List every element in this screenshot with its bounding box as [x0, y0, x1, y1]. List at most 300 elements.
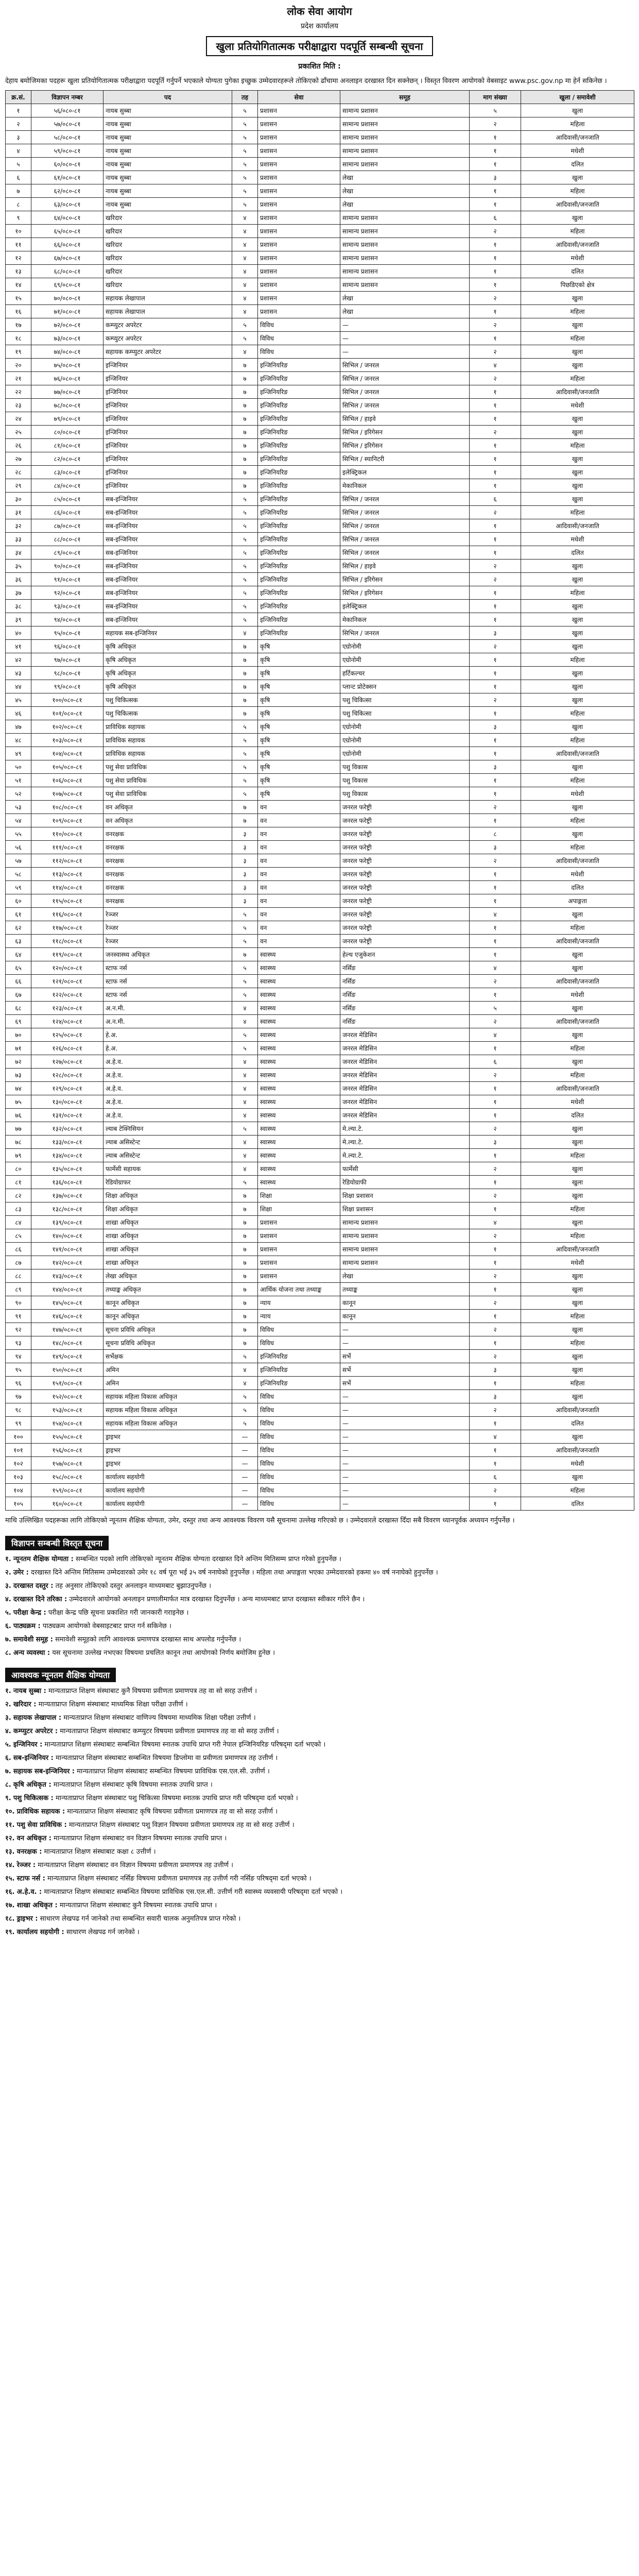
- table-header-cell: विज्ञापन नम्बर: [31, 91, 103, 104]
- table-row: [6, 1256, 634, 1269]
- table-cell: आदिवासी/जनजाति: [521, 1444, 634, 1457]
- table-cell: आदिवासी/जनजाति: [521, 519, 634, 533]
- table-row: [6, 1283, 634, 1296]
- table-cell: खुला: [521, 1350, 634, 1363]
- table-cell: जनरल मेडिसिन: [340, 1055, 470, 1069]
- table-cell: कृषि अधिकृत: [103, 653, 232, 667]
- section-item: [5, 1847, 634, 1857]
- table-cell: १: [470, 1243, 521, 1256]
- table-cell: खुला: [521, 1269, 634, 1283]
- table-cell: सिभिल / हाइवे: [340, 412, 470, 426]
- table-cell: महिला: [521, 305, 634, 318]
- table-cell: प्रशासन: [258, 144, 340, 158]
- table-cell: १: [470, 988, 521, 1002]
- table-cell: सिभिल / जनरल: [340, 372, 470, 385]
- table-cell: ७: [232, 801, 258, 814]
- table-cell: कृषि: [258, 747, 340, 760]
- table-cell: १२२/०८०-८१: [31, 988, 103, 1002]
- table-cell: स्वास्थ्य: [258, 1028, 340, 1042]
- table-cell: १२६/०८०-८१: [31, 1042, 103, 1055]
- table-cell: दलित: [521, 881, 634, 894]
- table-cell: १: [470, 586, 521, 600]
- table-cell: ६३/०८०-८१: [31, 198, 103, 211]
- table-cell: ४: [232, 1109, 258, 1122]
- table-cell: सिभिल / जनरल: [340, 399, 470, 412]
- table-cell: ४: [232, 1082, 258, 1095]
- table-cell: —: [232, 1470, 258, 1484]
- table-cell: ७: [232, 1323, 258, 1336]
- table-cell: अ.हे.व.: [103, 1069, 232, 1082]
- table-cell: १६: [6, 305, 31, 318]
- item-number: ९.: [5, 1794, 11, 1802]
- table-cell: ७५: [6, 1095, 31, 1109]
- table-cell: वन: [258, 841, 340, 854]
- table-cell: आदिवासी/जनजाति: [521, 935, 634, 948]
- table-cell: इलेक्ट्रिकल: [340, 466, 470, 479]
- notice-title: खुला प्रतियोगितात्मक परीक्षाद्वारा पदपूर्ति सम्बन्धी सूचना: [206, 36, 434, 56]
- table-cell: ३: [6, 131, 31, 144]
- table-cell: सहायक लेखापाल: [103, 292, 232, 305]
- table-cell: ४: [232, 1055, 258, 1069]
- table-cell: वन: [258, 921, 340, 935]
- table-row: [6, 1497, 634, 1511]
- item-title: प्राविधिक सहायक :: [16, 1808, 65, 1816]
- table-cell: ६०: [6, 894, 31, 908]
- table-cell: खुला: [521, 560, 634, 573]
- table-row: [6, 613, 634, 626]
- table-cell: खुला: [521, 1283, 634, 1296]
- table-cell: ५: [232, 747, 258, 760]
- table-cell: वनरक्षक: [103, 881, 232, 894]
- table-cell: सूचना प्रविधि अधिकृत: [103, 1336, 232, 1350]
- table-cell: १८: [6, 332, 31, 345]
- table-cell: एग्रोनोमी: [340, 734, 470, 747]
- table-cell: खुला: [521, 600, 634, 613]
- table-cell: जनरल मेडिसिन: [340, 1042, 470, 1055]
- table-cell: हर्टिकल्चर: [340, 667, 470, 680]
- table-cell: ७२: [6, 1055, 31, 1069]
- table-cell: रेञ्जर: [103, 908, 232, 921]
- table-cell: इन्जिनियरिङ: [258, 600, 340, 613]
- table-cell: सामान्य प्रशासन: [340, 144, 470, 158]
- table-cell: कृषि: [258, 760, 340, 774]
- table-cell: प्रशासन: [258, 198, 340, 211]
- table-cell: विविध: [258, 1497, 340, 1511]
- table-cell: आदिवासी/जनजाति: [521, 1403, 634, 1417]
- table-cell: खुला: [521, 171, 634, 184]
- table-cell: —: [232, 1457, 258, 1470]
- table-cell: खुला: [521, 961, 634, 975]
- table-row: [6, 600, 634, 613]
- table-cell: सिभिल / इरिगेसन: [340, 426, 470, 439]
- item-text: मान्यताप्राप्त शिक्षण संस्थाबाट वन विज्ञान विषयमा स्नातक उपाधि प्राप्त ।: [54, 1835, 227, 1842]
- table-cell: प्रशासन: [258, 238, 340, 251]
- table-cell: ३१: [6, 506, 31, 519]
- table-cell: सामान्य प्रशासन: [340, 131, 470, 144]
- table-cell: ४: [232, 1377, 258, 1390]
- table-cell: अ.हे.व.: [103, 1095, 232, 1109]
- table-cell: रेञ्जर: [103, 921, 232, 935]
- table-cell: १: [470, 251, 521, 265]
- table-cell: सिभिल / हाइवे: [340, 560, 470, 573]
- table-cell: अ.न.मी.: [103, 1002, 232, 1015]
- table-cell: १: [470, 412, 521, 426]
- table-cell: मेकानिकल: [340, 613, 470, 626]
- table-cell: स्वास्थ्य: [258, 988, 340, 1002]
- table-cell: सहायक कम्प्युटर अपरेटर: [103, 345, 232, 359]
- table-cell: १३२/०८०-८१: [31, 1122, 103, 1136]
- table-cell: लेखा: [340, 184, 470, 198]
- table-cell: ५: [232, 1122, 258, 1136]
- table-cell: खरिदार: [103, 211, 232, 225]
- table-row: [6, 426, 634, 439]
- item-text: पाठ्यक्रम आयोगको वेबसाइटबाट प्राप्त गर्न सकिनेछ ।: [42, 1622, 171, 1630]
- table-cell: प्रशासन: [258, 211, 340, 225]
- table-cell: पशु विकास: [340, 760, 470, 774]
- table-cell: खुला: [521, 426, 634, 439]
- item-number: ८.: [5, 1781, 11, 1789]
- table-cell: खरिदार: [103, 225, 232, 238]
- table-cell: ८३: [6, 1202, 31, 1216]
- table-cell: जनरल मेडिसिन: [340, 1082, 470, 1095]
- table-row: [6, 184, 634, 198]
- table-cell: ५५: [6, 827, 31, 841]
- table-cell: ३: [232, 854, 258, 868]
- table-cell: ७८: [6, 1136, 31, 1149]
- table-cell: कानून: [340, 1296, 470, 1310]
- table-cell: एग्रोनोमी: [340, 747, 470, 760]
- table-cell: अ.न.मी.: [103, 1015, 232, 1028]
- table-cell: लेखा अधिकृत: [103, 1269, 232, 1283]
- table-cell: ४०: [6, 626, 31, 640]
- table-cell: —: [340, 1403, 470, 1417]
- table-cell: २: [470, 1323, 521, 1336]
- table-row: [6, 1109, 634, 1122]
- table-cell: ५९/०८०-८१: [31, 144, 103, 158]
- table-cell: ५०: [6, 760, 31, 774]
- table-cell: ५: [232, 198, 258, 211]
- table-cell: सिभिल / जनरल: [340, 506, 470, 519]
- table-cell: प्रशासन: [258, 292, 340, 305]
- table-cell: —: [340, 1430, 470, 1444]
- table-cell: १२९/०८०-८१: [31, 1082, 103, 1095]
- table-cell: सब-इन्जिनियर: [103, 506, 232, 519]
- table-cell: ७२/०८०-८१: [31, 318, 103, 332]
- table-cell: आदिवासी/जनजाति: [521, 131, 634, 144]
- table-cell: खुला: [521, 801, 634, 814]
- item-title: पाठ्यक्रम :: [13, 1622, 41, 1630]
- table-cell: एग्रोनोमी: [340, 720, 470, 734]
- table-cell: १००: [6, 1430, 31, 1444]
- table-cell: २: [470, 693, 521, 707]
- table-cell: वन अधिकृत: [103, 814, 232, 827]
- table-cell: १५३/०८०-८१: [31, 1403, 103, 1417]
- table-cell: नायब सुब्बा: [103, 131, 232, 144]
- table-cell: ५: [232, 131, 258, 144]
- table-cell: कृषि अधिकृत: [103, 680, 232, 693]
- section-item: [5, 1914, 634, 1924]
- table-cell: १२७/०८०-८१: [31, 1055, 103, 1069]
- section-qualification-body: [5, 1686, 634, 1938]
- table-cell: जनरल फरेष्ट्री: [340, 908, 470, 921]
- table-cell: विविध: [258, 1403, 340, 1417]
- item-number: १८.: [5, 1915, 15, 1923]
- table-cell: नायब सुब्बा: [103, 144, 232, 158]
- table-cell: महिला: [521, 332, 634, 345]
- item-title: दरखास्त दस्तुर :: [13, 1582, 54, 1590]
- item-title: खरिदार :: [13, 1701, 37, 1708]
- table-cell: १: [470, 613, 521, 626]
- table-row: [6, 1403, 634, 1417]
- table-cell: पशु चिकित्सक: [103, 707, 232, 720]
- table-cell: विविध: [258, 1390, 340, 1403]
- table-cell: १: [470, 385, 521, 399]
- table-cell: खुला: [521, 211, 634, 225]
- section-item: [5, 1608, 634, 1618]
- table-cell: २: [470, 1229, 521, 1243]
- table-cell: सामान्य प्रशासन: [340, 1243, 470, 1256]
- table-cell: खुला: [521, 1002, 634, 1015]
- table-row: [6, 466, 634, 479]
- table-cell: लेखा: [340, 305, 470, 318]
- table-cell: ९४/०८०-८१: [31, 613, 103, 626]
- table-cell: ११५/०८०-८१: [31, 894, 103, 908]
- table-cell: जनरल मेडिसिन: [340, 1069, 470, 1082]
- table-cell: ९८: [6, 1403, 31, 1417]
- table-cell: ३७: [6, 586, 31, 600]
- table-row: [6, 667, 634, 680]
- table-cell: ८५/०८०-८१: [31, 493, 103, 506]
- table-cell: ८४/०८०-८१: [31, 479, 103, 493]
- table-row: [6, 787, 634, 801]
- table-cell: १९: [6, 345, 31, 359]
- table-cell: इन्जिनियरिङ: [258, 479, 340, 493]
- table-cell: १३६/०८०-८१: [31, 1176, 103, 1189]
- vacancy-table: [5, 90, 634, 1511]
- table-cell: मधेशी: [521, 988, 634, 1002]
- table-cell: विविध: [258, 1323, 340, 1336]
- item-number: १३.: [5, 1848, 15, 1856]
- table-cell: ६: [470, 493, 521, 506]
- table-cell: दलित: [521, 1109, 634, 1122]
- table-cell: नायब सुब्बा: [103, 171, 232, 184]
- table-row: [6, 626, 634, 640]
- section-qualification-title: आवश्यक न्यूनतम शैक्षिक योग्यता: [5, 1668, 116, 1682]
- table-cell: ५: [232, 921, 258, 935]
- table-cell: खुला: [521, 1055, 634, 1069]
- table-row: [6, 359, 634, 372]
- table-cell: ल्याब असिस्टेन्ट: [103, 1149, 232, 1162]
- table-cell: सामान्य प्रशासन: [340, 238, 470, 251]
- table-cell: मधेशी: [521, 1095, 634, 1109]
- table-cell: वन: [258, 814, 340, 827]
- table-cell: ९०: [6, 1296, 31, 1310]
- table-cell: —: [340, 1323, 470, 1336]
- table-cell: विविध: [258, 1457, 340, 1470]
- table-cell: शाखा अधिकृत: [103, 1216, 232, 1229]
- item-title: ड्राइभर :: [16, 1915, 38, 1923]
- table-cell: ७: [232, 439, 258, 452]
- table-cell: विविध: [258, 1444, 340, 1457]
- table-cell: ७: [232, 667, 258, 680]
- table-cell: १५४/०८०-८१: [31, 1417, 103, 1430]
- table-cell: महिला: [521, 1310, 634, 1323]
- table-cell: १: [470, 332, 521, 345]
- table-cell: ३०: [6, 493, 31, 506]
- table-cell: शिक्षा अधिकृत: [103, 1202, 232, 1216]
- table-cell: १: [470, 653, 521, 667]
- table-cell: प्रशासन: [258, 251, 340, 265]
- table-row: [6, 868, 634, 881]
- table-cell: ८६/०८०-८१: [31, 506, 103, 519]
- table-header-row: [6, 91, 634, 104]
- table-cell: २७: [6, 452, 31, 466]
- table-cell: २: [470, 372, 521, 385]
- table-cell: २: [470, 1015, 521, 1028]
- item-text: मान्यताप्राप्त शिक्षण संस्थाबाट वन विज्ञान विषयमा प्रवीणता प्रमाणपत्र तह उत्तीर्ण ।: [38, 1861, 234, 1869]
- table-cell: १०१: [6, 1444, 31, 1457]
- table-cell: ४: [232, 1363, 258, 1377]
- table-cell: ७: [6, 184, 31, 198]
- table-row: [6, 854, 634, 868]
- table-cell: जनरल मेडिसिन: [340, 1109, 470, 1122]
- table-cell: ११४/०८०-८१: [31, 881, 103, 894]
- table-cell: १३८/०८०-८१: [31, 1202, 103, 1216]
- table-cell: ४३: [6, 667, 31, 680]
- table-cell: ३: [232, 881, 258, 894]
- table-cell: ४: [232, 251, 258, 265]
- table-cell: खुला: [521, 827, 634, 841]
- table-cell: ७१/०८०-८१: [31, 305, 103, 318]
- table-cell: लेखा: [340, 171, 470, 184]
- table-cell: सिभिल / जनरल: [340, 385, 470, 399]
- table-cell: खुला: [521, 318, 634, 332]
- section-item: [5, 1621, 634, 1632]
- table-cell: जनरल फरेष्ट्री: [340, 935, 470, 948]
- table-cell: २: [470, 292, 521, 305]
- table-cell: कृषि: [258, 680, 340, 693]
- table-cell: १: [470, 546, 521, 560]
- table-cell: ४: [232, 292, 258, 305]
- table-cell: लेखा: [340, 198, 470, 211]
- table-cell: ५३: [6, 801, 31, 814]
- table-cell: १५२/०८०-८१: [31, 1390, 103, 1403]
- item-text: तह अनुसार तोकिएको दस्तुर अनलाइन माध्यमबाट बुझाउनुपर्नेछ ।: [55, 1582, 212, 1590]
- table-cell: ६३: [6, 935, 31, 948]
- table-cell: नर्सिङ: [340, 1002, 470, 1015]
- item-number: १६.: [5, 1888, 15, 1896]
- table-row: [6, 385, 634, 399]
- table-cell: खुला: [521, 573, 634, 586]
- table-cell: लेखा: [340, 1269, 470, 1283]
- table-cell: दलित: [521, 265, 634, 278]
- table-cell: पशु विकास: [340, 774, 470, 787]
- table-cell: प्राविधिक सहायक: [103, 720, 232, 734]
- table-cell: स्वास्थ्य: [258, 1162, 340, 1176]
- table-cell: १०२: [6, 1457, 31, 1470]
- table-cell: ५: [232, 1350, 258, 1363]
- item-number: ८.: [5, 1649, 11, 1657]
- item-text: मान्यताप्राप्त शिक्षण संस्थाबाट सम्बन्धित विषयमा प्राविधिक एस.एल.सी. उत्तीर्ण गरी स्वास्थ्य व्यवसायी परिषद्‌मा दर्ता भएको ।: [44, 1888, 343, 1896]
- table-row: [6, 1390, 634, 1403]
- table-cell: १७: [6, 318, 31, 332]
- table-cell: खुला: [521, 680, 634, 693]
- table-cell: ७६: [6, 1109, 31, 1122]
- table-cell: मधेशी: [521, 1256, 634, 1269]
- section-item: [5, 1686, 634, 1697]
- table-cell: इन्जिनियर: [103, 399, 232, 412]
- table-cell: ६४/०८०-८१: [31, 211, 103, 225]
- table-cell: ४: [232, 345, 258, 359]
- item-number: २.: [5, 1569, 11, 1577]
- table-cell: इन्जिनियरिङ: [258, 452, 340, 466]
- table-cell: ४: [232, 1095, 258, 1109]
- table-cell: इन्जिनियरिङ: [258, 1363, 340, 1377]
- table-cell: १५६/०८०-८१: [31, 1444, 103, 1457]
- section-item: [5, 1753, 634, 1764]
- table-cell: इन्जिनियरिङ: [258, 439, 340, 452]
- table-cell: ७: [232, 452, 258, 466]
- table-cell: ७५/०८०-८१: [31, 359, 103, 372]
- section-item: [5, 1793, 634, 1804]
- item-text: साधारण लेखपढ गर्न जानेको तथा सम्बन्धित सवारी चालक अनुमतिपत्र प्राप्त गरेको ।: [40, 1915, 241, 1923]
- table-cell: जनरल फरेष्ट्री: [340, 921, 470, 935]
- table-cell: विविध: [258, 345, 340, 359]
- table-cell: ३४: [6, 546, 31, 560]
- table-cell: १: [470, 1042, 521, 1055]
- table-cell: ४: [470, 961, 521, 975]
- table-cell: १: [470, 198, 521, 211]
- section-item: [5, 1648, 634, 1658]
- item-text: साधारण लेखपढ गर्न जानेको ।: [66, 1928, 140, 1936]
- table-cell: ११२/०८०-८१: [31, 854, 103, 868]
- table-cell: स्टाफ नर्स: [103, 975, 232, 988]
- table-cell: ५७: [6, 854, 31, 868]
- table-cell: ९२: [6, 1323, 31, 1336]
- table-cell: १३५/०८०-८१: [31, 1162, 103, 1176]
- table-cell: ५: [232, 1042, 258, 1055]
- table-cell: ५: [232, 158, 258, 171]
- table-cell: ९७/०८०-८१: [31, 653, 103, 667]
- table-cell: खुला: [521, 948, 634, 961]
- table-cell: ७८/०८०-८१: [31, 399, 103, 412]
- table-cell: ३: [470, 760, 521, 774]
- table-cell: ५: [232, 493, 258, 506]
- table-cell: ३: [470, 626, 521, 640]
- table-cell: ३: [470, 720, 521, 734]
- table-header-cell: तह: [232, 91, 258, 104]
- table-cell: ७: [232, 359, 258, 372]
- table-cell: ७: [232, 426, 258, 439]
- table-row: [6, 1202, 634, 1216]
- table-cell: महिला: [521, 774, 634, 787]
- table-cell: खुला: [521, 1122, 634, 1136]
- table-cell: १: [470, 439, 521, 452]
- table-cell: १०: [6, 225, 31, 238]
- table-cell: १३: [6, 265, 31, 278]
- item-text: उम्मेदवारले आयोगको अनलाइन प्रणालीमार्फत मात्र दरखास्त दिनुपर्नेछ । अन्य माध्यमबाट प्राप्त दरखास्त स्वीकार गरिने छैन ।: [69, 1596, 365, 1603]
- table-cell: १११/०८०-८१: [31, 841, 103, 854]
- table-cell: विविध: [258, 1336, 340, 1350]
- table-cell: १: [470, 238, 521, 251]
- table-cell: २: [470, 801, 521, 814]
- table-cell: —: [340, 1336, 470, 1350]
- table-cell: ७: [232, 1269, 258, 1283]
- table-cell: १: [470, 868, 521, 881]
- table-cell: १०४: [6, 1484, 31, 1497]
- table-cell: सब-इन्जिनियर: [103, 573, 232, 586]
- table-cell: ७०/०८०-८१: [31, 292, 103, 305]
